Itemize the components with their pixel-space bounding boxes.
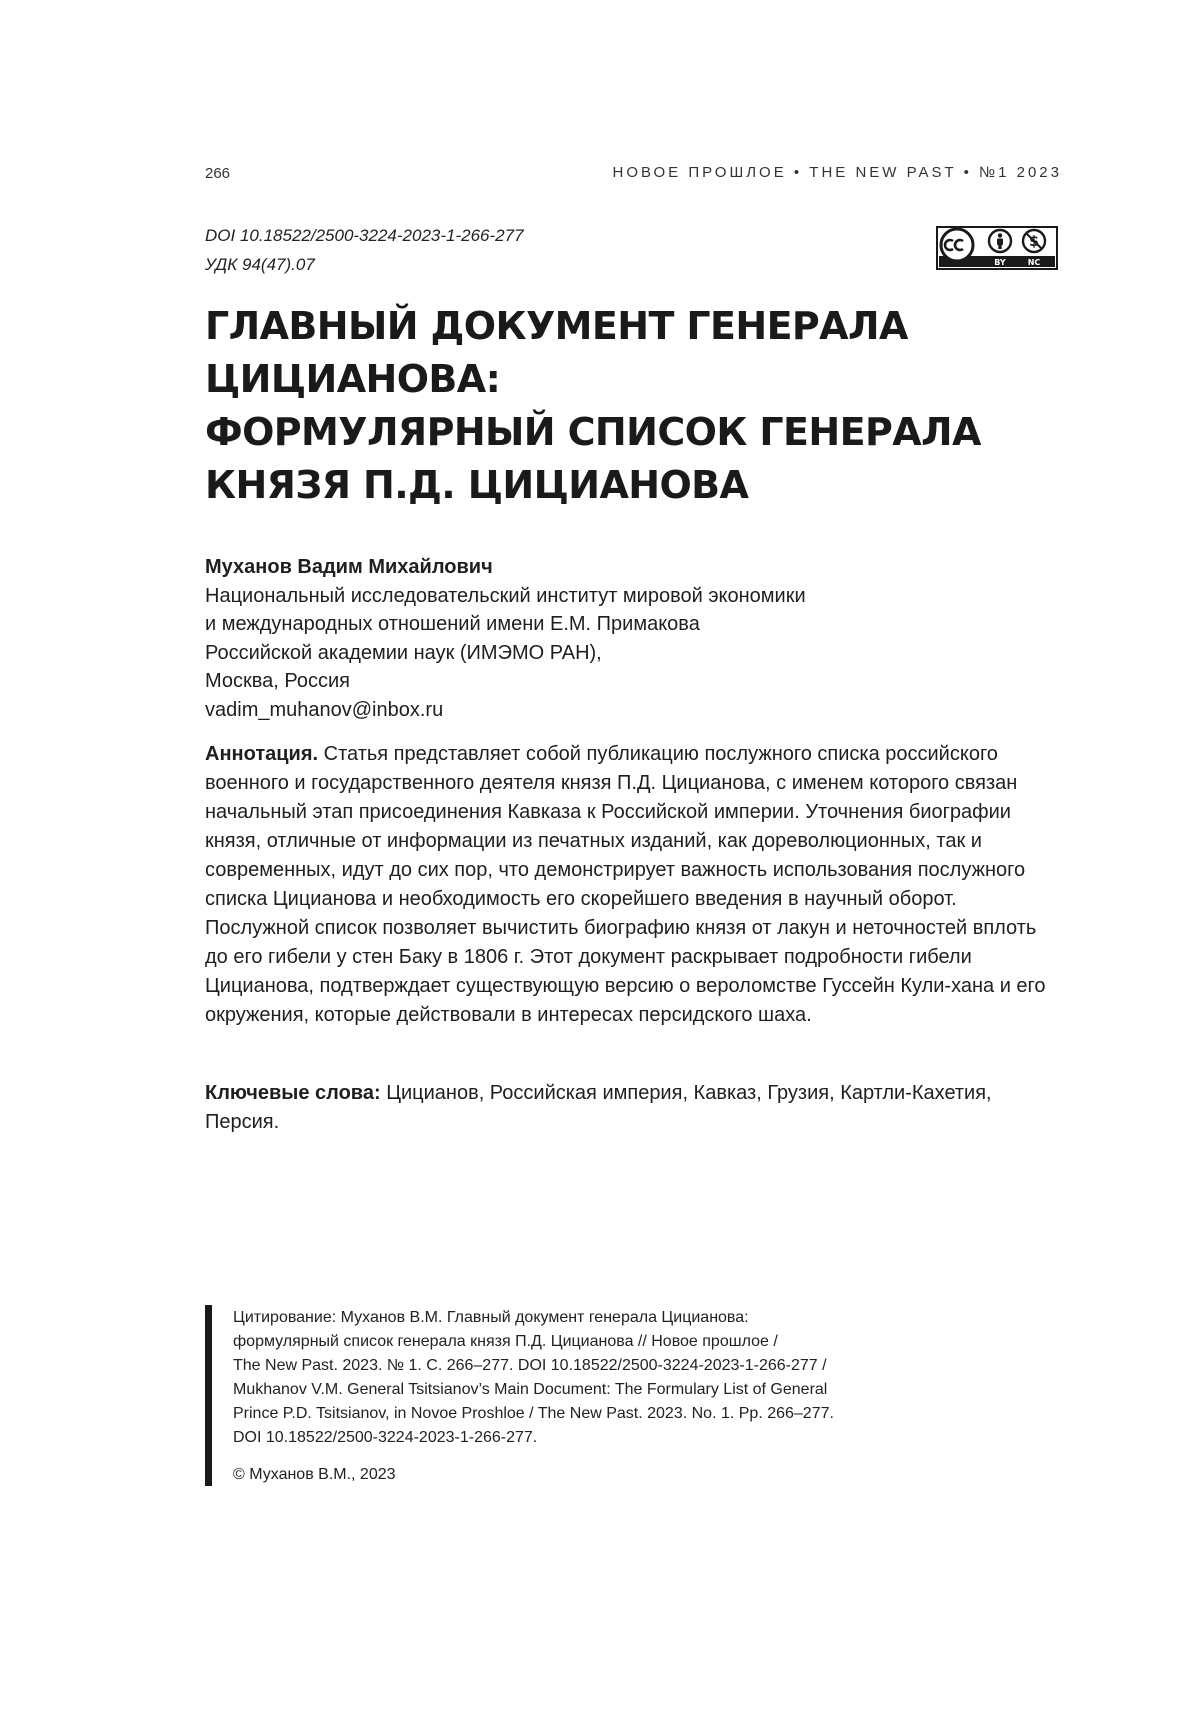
journal-running-head: НОВОЕ ПРОШЛОЕ • THE NEW PAST • №1 2023 <box>612 164 1062 181</box>
cc-icon <box>941 229 973 261</box>
title-line: КНЯЗЯ П.Д. ЦИЦИАНОВА <box>205 459 1025 512</box>
citation-line: Prince P.D. Tsitsianov, in Novoe Proshloe / The New Past. 2023. No. 1. Pp. 266–277. <box>233 1402 913 1426</box>
keywords <box>205 1079 1060 1137</box>
citation-block <box>233 1306 913 1450</box>
article-title <box>205 300 1025 512</box>
cc-by-nc-license-badge <box>936 226 1058 270</box>
citation-line: Mukhanov V.M. General Tsitsianov’s Main Document: The Formulary List of General <box>233 1378 913 1402</box>
title-line: ГЛАВНЫЙ ДОКУМЕНТ ГЕНЕРАЛА <box>205 300 1025 353</box>
keywords-text: Цицианов, Российская империя, Кавказ, Грузия, Картли-Кахетия, Персия. <box>205 1082 992 1133</box>
abstract-label: Аннотация. <box>205 743 318 765</box>
page-number: 266 <box>205 165 230 182</box>
copyright: © Муханов В.М., 2023 <box>233 1466 396 1484</box>
nc-icon <box>1023 230 1045 252</box>
udk: УДК 94(47).07 <box>205 250 524 279</box>
citation-line: формулярный список генерала князя П.Д. Цицианова // Новое прошлое / <box>233 1330 913 1354</box>
citation-line: Цитирование: Муханов В.М. Главный документ генерала Цицианова: <box>233 1306 913 1330</box>
abstract-text: Статья представляет собой публикацию послужного списка российского военного и государственного деятеля князя П.Д. Цицианова, с именем которого связан начальный этап присоединения Кавказа к Российской империи. Уточнения биографии князя, отличные от информации из печатных изданий, как дореволюционных, так и современных, идут до сих пор, что демонстрирует важность использования послужного списка Цицианова и необходимость его скорейшего введения в научный оборот. Послужной список позволяет вычистить биографию князя от лакун и неточностей вплоть до его гибели у стен Баку в 1806 г. Этот документ раскрывает подробности гибели Цицианова, подтверждает существующую версию о вероломстве Гуссейн Кули-хана и его окружения, которые действовали в интересах персидского шаха. <box>205 743 1046 1026</box>
nc-label: NC <box>1028 258 1041 267</box>
affiliation-line: Национальный исследовательский институт мировой экономики <box>205 582 1065 611</box>
author-email[interactable]: vadim_muhanov@inbox.ru <box>205 696 1065 725</box>
title-line: ЦИЦИАНОВА: <box>205 353 1025 406</box>
author-name: Муханов Вадим Михайлович <box>205 553 1065 582</box>
citation-line: The New Past. 2023. № 1. С. 266–277. DOI 10.18522/2500-3224-2023-1-266-277 / <box>233 1354 913 1378</box>
author-block <box>205 553 1065 724</box>
identifiers <box>205 221 524 279</box>
citation-bar <box>205 1305 212 1486</box>
abstract <box>205 740 1060 1030</box>
affiliation-line: Российской академии наук (ИМЭМО РАН), <box>205 639 1065 668</box>
doi: DOI 10.18522/2500-3224-2023-1-266-277 <box>205 221 524 250</box>
citation-line: DOI 10.18522/2500-3224-2023-1-266-277. <box>233 1426 913 1450</box>
by-label: BY <box>994 258 1006 267</box>
by-icon <box>989 230 1011 252</box>
affiliation-line: Москва, Россия <box>205 667 1065 696</box>
title-line: ФОРМУЛЯРНЫЙ СПИСОК ГЕНЕРАЛА <box>205 406 1025 459</box>
affiliation-line: и международных отношений имени Е.М. Примакова <box>205 610 1065 639</box>
keywords-label: Ключевые слова: <box>205 1082 381 1104</box>
